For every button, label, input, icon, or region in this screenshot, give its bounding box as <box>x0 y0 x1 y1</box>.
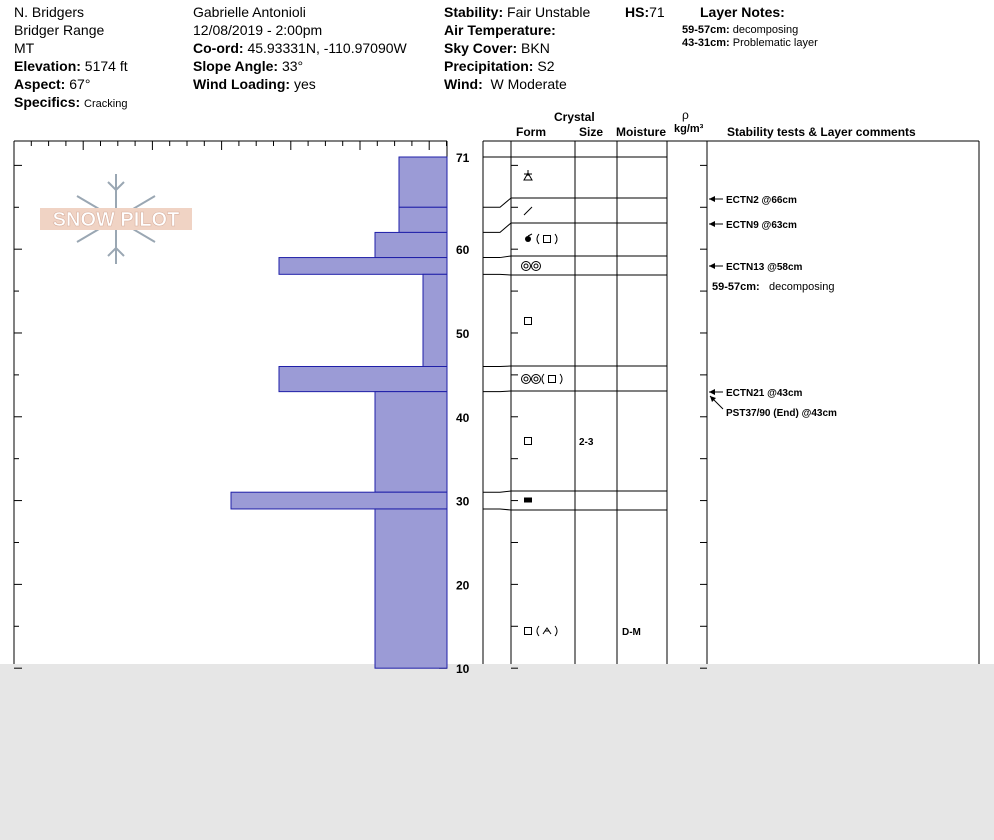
layer-connector <box>483 274 511 275</box>
aspect: Aspect: 67° <box>14 76 91 92</box>
faceted-icon <box>525 318 532 325</box>
size-header: Size <box>579 125 604 139</box>
crystal-form-4 <box>522 262 541 271</box>
stability-tests <box>709 195 837 419</box>
decomposing-icon <box>524 207 532 215</box>
stability-header: Stability tests & Layer comments <box>727 125 916 139</box>
layer-connector <box>483 366 511 367</box>
wind-loading: Wind Loading: yes <box>193 76 316 92</box>
state-name: MT <box>14 40 35 56</box>
layer-connector <box>483 509 511 510</box>
layer-comment-1 <box>712 281 834 293</box>
height-tick-label: 20 <box>456 578 470 593</box>
test-label: ECTN9 @63cm <box>726 220 797 231</box>
stability-test-2 <box>709 220 797 231</box>
layer-note-2: 43-31cm: Problematic layer <box>682 37 818 49</box>
height-tick-label: 71 <box>456 151 470 165</box>
test-arrowhead <box>709 389 715 395</box>
melt-form-icon <box>522 262 531 271</box>
hardness-bar-4 <box>279 258 447 275</box>
height-tick-label: 40 <box>456 410 470 425</box>
observer-name: Gabrielle Antonioli <box>193 4 306 20</box>
layer-connector <box>483 256 511 258</box>
layer-note-1: 59-57cm: decomposing <box>682 24 799 36</box>
slope-angle: Slope Angle: 33° <box>193 58 304 74</box>
density-unit-header: kg/m³ <box>674 123 704 135</box>
paren-right <box>555 626 557 636</box>
rounded-icon <box>528 234 532 236</box>
faceted-icon <box>549 376 556 383</box>
test-label: ECTN2 @66cm <box>726 195 797 206</box>
height-tick-label: 10 <box>456 662 470 677</box>
layer-connector <box>483 198 511 207</box>
layer-connector <box>483 391 511 392</box>
range-name: Bridger Range <box>14 22 105 38</box>
hardness-bar-1 <box>399 157 447 207</box>
form-header: Form <box>516 125 546 139</box>
hardness-bar-3 <box>375 232 447 257</box>
coordinates: Co-ord: 45.93331N, -110.97090W <box>193 40 407 56</box>
paren-left <box>537 234 539 244</box>
observation-datetime: 12/08/2019 - 2:00pm <box>193 22 323 38</box>
rho-header: ρ <box>682 108 689 122</box>
melt-form-icon <box>534 264 538 268</box>
crystal-size: 2-3 <box>579 437 594 448</box>
stability-test-5 <box>710 396 837 419</box>
test-arrowhead <box>709 196 715 202</box>
height-tick-label: 50 <box>456 326 470 341</box>
melt-form-icon <box>522 375 531 384</box>
paren-right <box>555 234 557 244</box>
layer-connector <box>483 491 511 492</box>
melt-form-icon <box>524 264 528 268</box>
crystal-form-2 <box>524 207 532 215</box>
melt-form-icon <box>532 375 541 384</box>
height-axis <box>456 151 470 676</box>
faceted-icon <box>544 236 551 243</box>
logo-text: SNOW PILOT <box>52 209 180 231</box>
crystal-form-1 <box>524 170 532 180</box>
paren-right <box>560 374 562 384</box>
specifics: Specifics: Cracking <box>14 94 128 110</box>
hardness-bar-6 <box>279 367 447 392</box>
test-arrowhead <box>709 221 715 227</box>
ice-layer-icon <box>524 498 532 503</box>
crystal-header: Crystal <box>554 110 595 124</box>
hardness-bar-9 <box>375 509 447 668</box>
hardness-bar-2 <box>399 207 447 232</box>
test-label: ECTN13 @58cm <box>726 262 803 273</box>
hardness-bar-7 <box>375 392 447 493</box>
crystal-form-8 <box>524 498 532 503</box>
faceted-icon <box>525 438 532 445</box>
paren-left <box>537 626 539 636</box>
crystal-form-5 <box>525 318 532 325</box>
wind: Wind: W Moderate <box>444 76 567 92</box>
layer-notes-title: Layer Notes: <box>700 4 785 20</box>
melt-form-icon <box>532 262 541 271</box>
layer-connector <box>483 223 511 232</box>
crystal-form-3 <box>525 234 557 244</box>
moisture-value: D-M <box>622 627 641 638</box>
paren-left <box>542 374 544 384</box>
crystal-form-6 <box>522 374 563 384</box>
stability-test-4 <box>709 388 803 399</box>
hardness-bars <box>231 157 447 668</box>
rounded-icon <box>525 236 531 242</box>
stability-test-1 <box>709 195 797 206</box>
layer-comment-range: 59-57cm: <box>712 281 760 293</box>
location-name: N. Bridgers <box>14 4 85 20</box>
faceted-icon <box>525 628 532 635</box>
stability-test-3 <box>709 262 803 273</box>
melt-form-icon <box>534 377 538 381</box>
hardness-bar-5 <box>423 274 447 366</box>
height-tick-label: 30 <box>456 494 470 509</box>
hardness-bar-8 <box>231 492 447 509</box>
crystal-form-7 <box>525 438 532 445</box>
moisture-header: Moisture <box>616 125 667 139</box>
test-label: PST37/90 (End) @43cm <box>726 408 837 419</box>
elevation: Elevation: 5174 ft <box>14 58 128 74</box>
stability-rating: Stability: Fair Unstable <box>444 4 591 20</box>
melt-form-icon <box>524 377 528 381</box>
precipitation: Precipitation: S2 <box>444 58 555 74</box>
test-label: ECTN21 @43cm <box>726 388 803 399</box>
snow-height: HS:71 <box>625 4 665 20</box>
crystal-form-9 <box>525 626 558 636</box>
air-temperature: Air Temperature: <box>444 22 556 38</box>
test-arrowhead <box>709 263 715 269</box>
sky-cover: Sky Cover: BKN <box>444 40 550 56</box>
layer-comment-text: decomposing <box>769 281 835 293</box>
height-tick-label: 60 <box>456 243 470 258</box>
